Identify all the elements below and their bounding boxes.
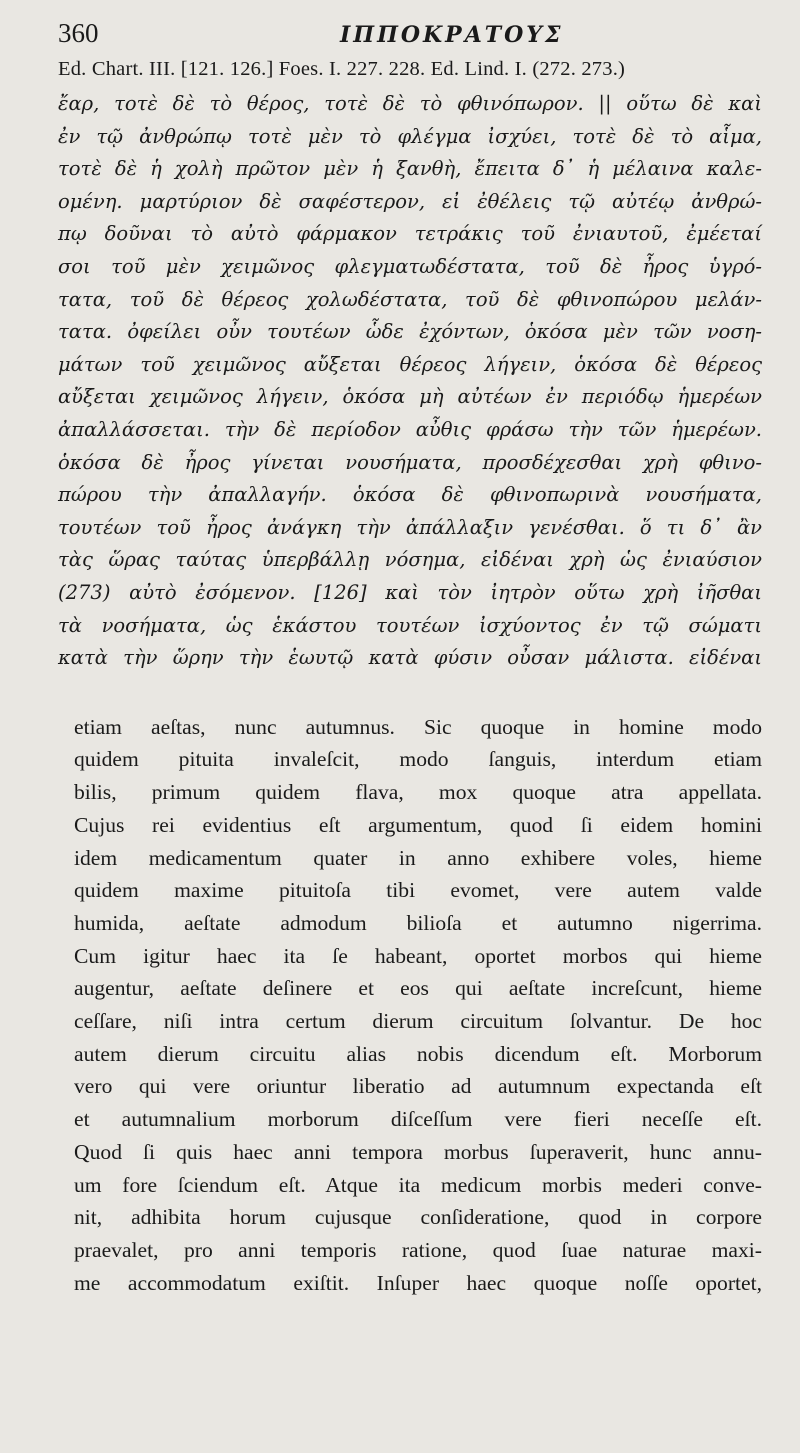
greek-line: τὰ νοσήματα, ὡς ἑκάστου τουτέων ἰσχύοντος ἐν τῷ σώματι [58,613,762,637]
greek-line: τοτὲ δὲ ἡ χολὴ πρῶτον μὲν ἡ ξανθὴ, ἔπειτα δ᾽ ἡ μέλαινα καλε- [58,157,762,181]
greek-line: πώρου τὴν ἀπαλλαγήν. ὁκόσα δὲ φθινοπωρινὰ νουσήματα, [58,483,762,507]
greek-line: ἐν τῷ ἀνθρώπῳ τοτὲ μὲν τὸ φλέγμα ἰσχύει, τοτὲ δὲ τὸ αἷμα, [58,124,762,148]
latin-line: Quod ſi quis haec anni tempora morbus ſuperaverit, hunc annu- [74,1139,762,1164]
latin-line: humida, aeſtate admodum bilioſa et autumno nigerrima. [74,910,762,935]
greek-line: αὔξεται χειμῶνος λήγειν, ὁκόσα μὴ αὐτέων ἐν περιόδῳ ἡμερέων [58,385,762,409]
latin-line: bilis, primum quidem flava, mox quoque atra appellata. [74,780,762,805]
greek-line: μάτων τοῦ χειμῶνος αὔξεται θέρεος λήγειν, ὁκόσα δὲ θέρεος [58,352,762,376]
running-head: ΙΠΠΟΚΡΑΤΟΥΣ [340,22,564,48]
greek-line: κατὰ τὴν ὥρην τὴν ἑωυτῷ κατὰ φύσιν οὖσαν μάλιστα. εἰδέναι [58,646,762,670]
greek-line: τατα. ὀφείλει οὖν τουτέων ὧδε ἐχόντων, ὁκόσα μὲν τῶν νοση- [58,320,762,344]
latin-line: um fore ſciendum eſt. Atque ita medicum morbis mederi conve- [74,1172,762,1197]
latin-line: quidem pituita invaleſcit, modo ſanguis, interdum etiam [74,747,762,772]
latin-line: Cum igitur haec ita ſe habeant, oportet morbos qui hieme [74,943,762,968]
greek-line: ομένη. μαρτύριον δὲ σαφέστερον, εἰ ἐθέλεις τῷ αὐτέῳ ἀνθρώ- [58,189,762,213]
greek-line: ὁκόσα δὲ ἦρος γίνεται νουσήματα, προσδέχεσθαι χρὴ φθινο- [58,450,762,474]
latin-line: vero qui vere oriuntur liberatio ad autumnum expectanda eſt [74,1074,762,1099]
latin-line: autem dierum circuitu alias nobis dicendum eſt. Morborum [74,1041,762,1066]
latin-line: praevalet, pro anni temporis ratione, quod ſuae naturae maxi- [74,1237,762,1262]
latin-line: et autumnalium morborum diſceſſum vere fieri neceſſe eſt. [74,1107,762,1132]
latin-line: idem medicamentum quater in anno exhibere voles, hieme [74,845,762,870]
greek-line: πῳ δοῦναι τὸ αὐτὸ φάρμακον τετράκις τοῦ ἐνιαυτοῦ, ἐμέεταί [58,222,762,246]
latin-line: etiam aeſtas, nunc autumnus. Sic quoque in homine modo [74,714,762,739]
greek-line: ἀπαλλάσσεται. τὴν δὲ περίοδον αὖθις φράσω τὴν τῶν ἡμερέων. [58,417,762,441]
latin-line: ceſſare, niſi intra certum dierum circuitum ſolvantur. De hoc [74,1009,762,1034]
greek-line: ἔαρ, τοτὲ δὲ τὸ θέρος, τοτὲ δὲ τὸ φθινόπωρον. || οὕτω δὲ καὶ [58,92,762,115]
latin-line: augentur, aeſtate deſinere et eos qui aeſtate increſcunt, hieme [74,976,762,1001]
latin-line: me accommodatum exiſtit. Inſuper haec quoque noſſe oportet, [74,1270,762,1295]
latin-text-block [74,711,762,1300]
latin-line: Cujus rei evidentius eſt argumentum, quod ſi eidem homini [74,812,762,837]
greek-line: τουτέων τοῦ ἦρος ἀνάγκη τὴν ἀπάλλαξιν γενέσθαι. ὅ τι δ᾽ ἂν [58,515,762,539]
greek-line: (273) αὐτὸ ἐσόμενον. [126] καὶ τὸν ἰητρὸν οὕτω χρὴ ἰῆσθαι [58,580,762,604]
latin-line: nit, adhibita horum cujusque conſideratione, quod in corpore [74,1205,762,1230]
greek-line: τατα, τοῦ δὲ θέρεος χολωδέστατα, τοῦ δὲ φθινοπώρου μελάν- [58,287,762,311]
edition-references: Ed. Chart. III. [121. 126.] Foes. I. 227. 228. Ed. Lind. I. (272. 273.) [58,58,626,80]
greek-text-block [58,88,762,675]
latin-line: quidem maxime pituitoſa tibi evomet, vere autem valde [74,878,762,903]
greek-line: τὰς ὥρας ταύτας ὑπερβάλλῃ νόσημα, εἰδέναι χρὴ ὡς ἐνιαύσιον [58,548,762,572]
page-header [58,18,762,54]
page-number: 360 [58,18,99,48]
greek-line: σοι τοῦ μὲν χειμῶνος φλεγματωδέστατα, τοῦ δὲ ἦρος ὑγρό- [58,254,762,278]
